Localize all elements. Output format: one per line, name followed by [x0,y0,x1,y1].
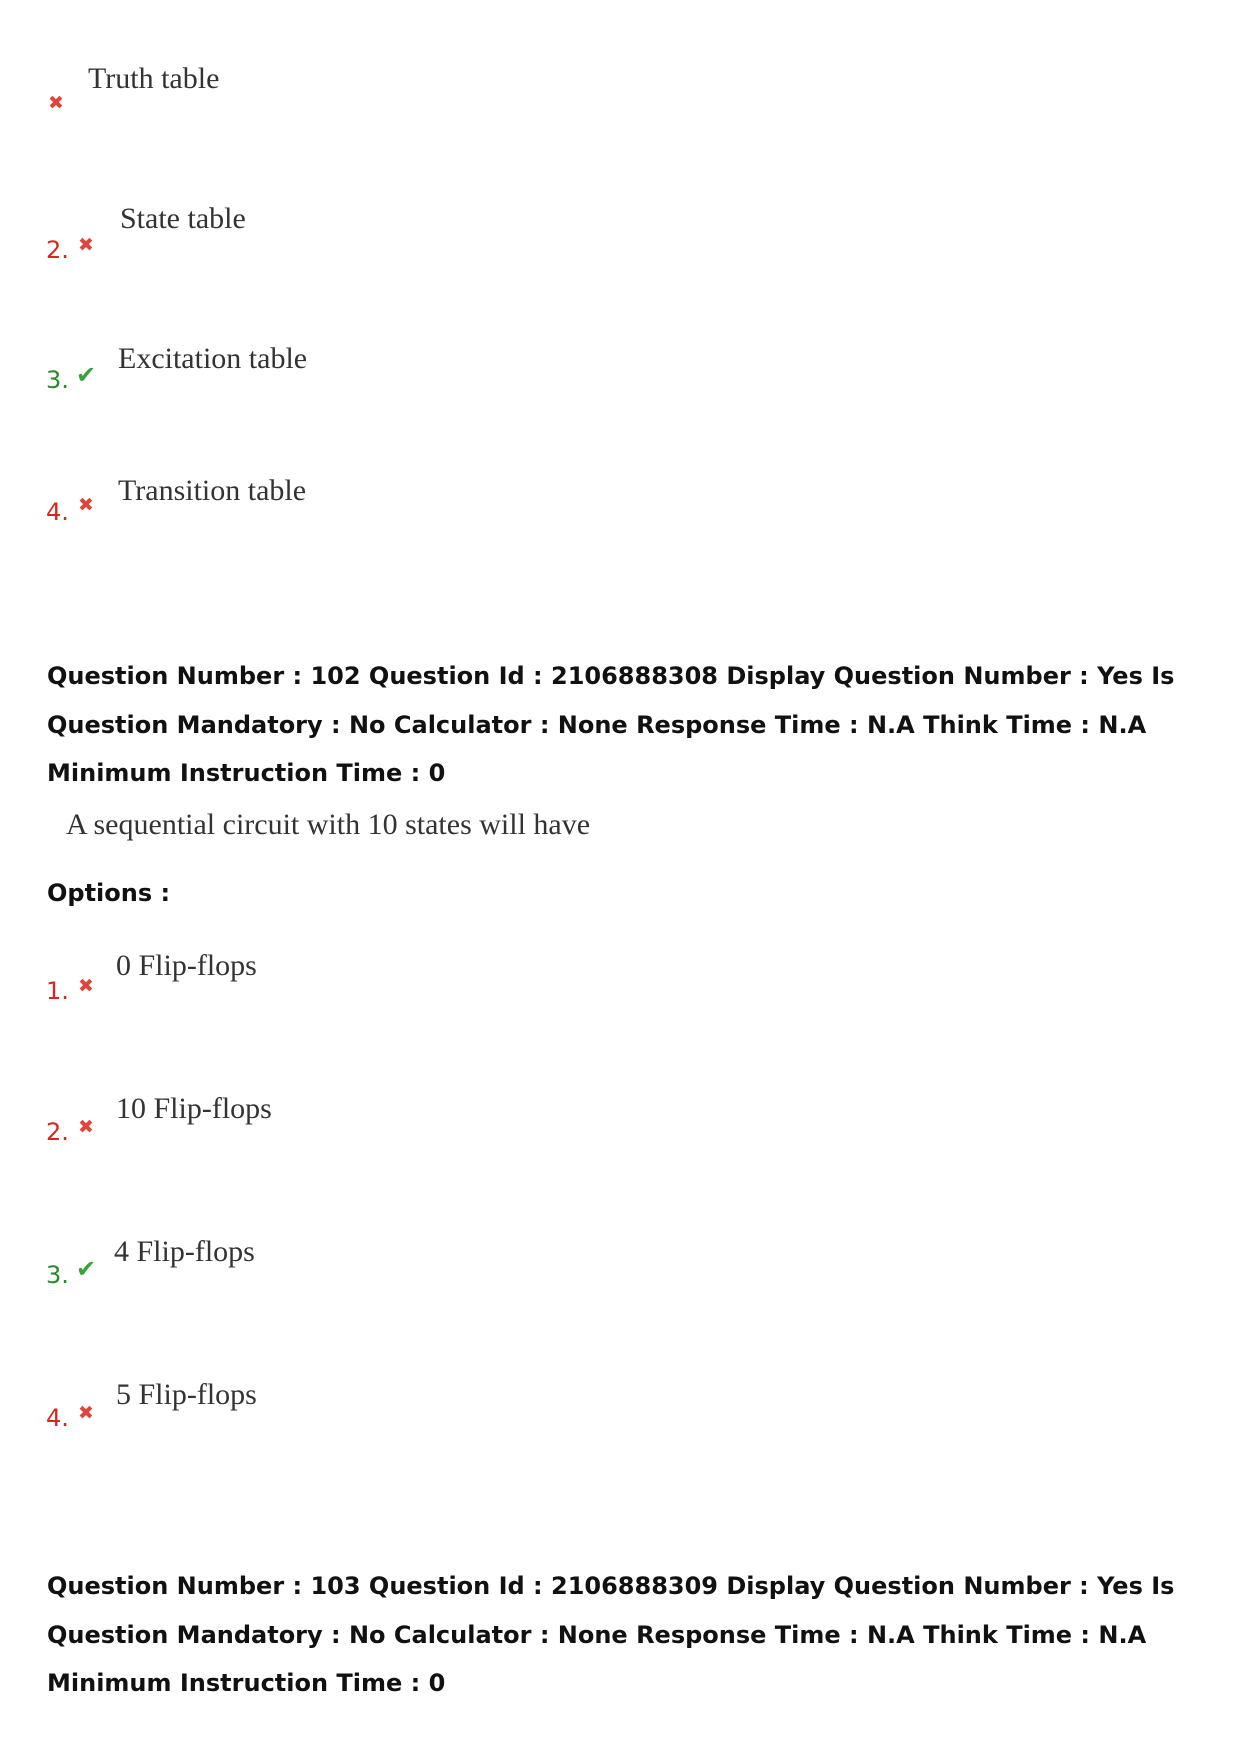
option-number: 3. [46,1261,69,1289]
option-text: Transition table [118,474,307,507]
cross-icon: ✖ [78,975,94,997]
option-text: 5 Flip-flops [116,1378,257,1411]
option-number: 4. [46,1404,69,1432]
check-icon: ✔ [76,1255,97,1283]
question-text: A sequential circuit with 10 states will have [66,808,591,841]
cross-icon: ✖ [48,92,64,114]
option-text: 4 Flip-flops [114,1235,255,1268]
option-number: 1. [46,977,69,1005]
option-item [46,943,746,1003]
option-item [46,202,746,262]
option-number: 2. [46,1118,69,1146]
options-label: Options : [47,879,171,907]
cross-icon: ✖ [78,494,94,516]
option-text: 0 Flip-flops [116,949,257,982]
option-number: 3. [46,366,69,394]
option-text: 10 Flip-flops [116,1092,272,1125]
question-meta: Question Number : 103 Question Id : 2106888309 Display Question Number : Yes Is Question Mandatory : No Calculator : None Response Time : N.A Think Time : N.A Minimum Instruction Time : 0 [47,1572,1175,1697]
option-number: 4. [46,498,69,526]
cross-icon: ✖ [78,1402,94,1424]
option-text: Excitation table [118,342,308,375]
cross-icon: ✖ [78,1116,94,1138]
option-item [46,1227,746,1287]
option-text: State table [120,202,246,235]
option-item [46,1084,746,1144]
option-item [46,1370,746,1430]
question-meta: Question Number : 102 Question Id : 2106888308 Display Question Number : Yes Is Question Mandatory : No Calculator : None Response Time : N.A Think Time : N.A Minimum Instruction Time : 0 [47,662,1175,787]
option-item [46,52,746,112]
option-item [46,464,746,524]
cross-icon: ✖ [78,234,94,256]
option-text: Truth table [88,62,220,95]
option-item [46,332,746,392]
option-number: 2. [46,236,69,264]
check-icon: ✔ [76,361,97,389]
